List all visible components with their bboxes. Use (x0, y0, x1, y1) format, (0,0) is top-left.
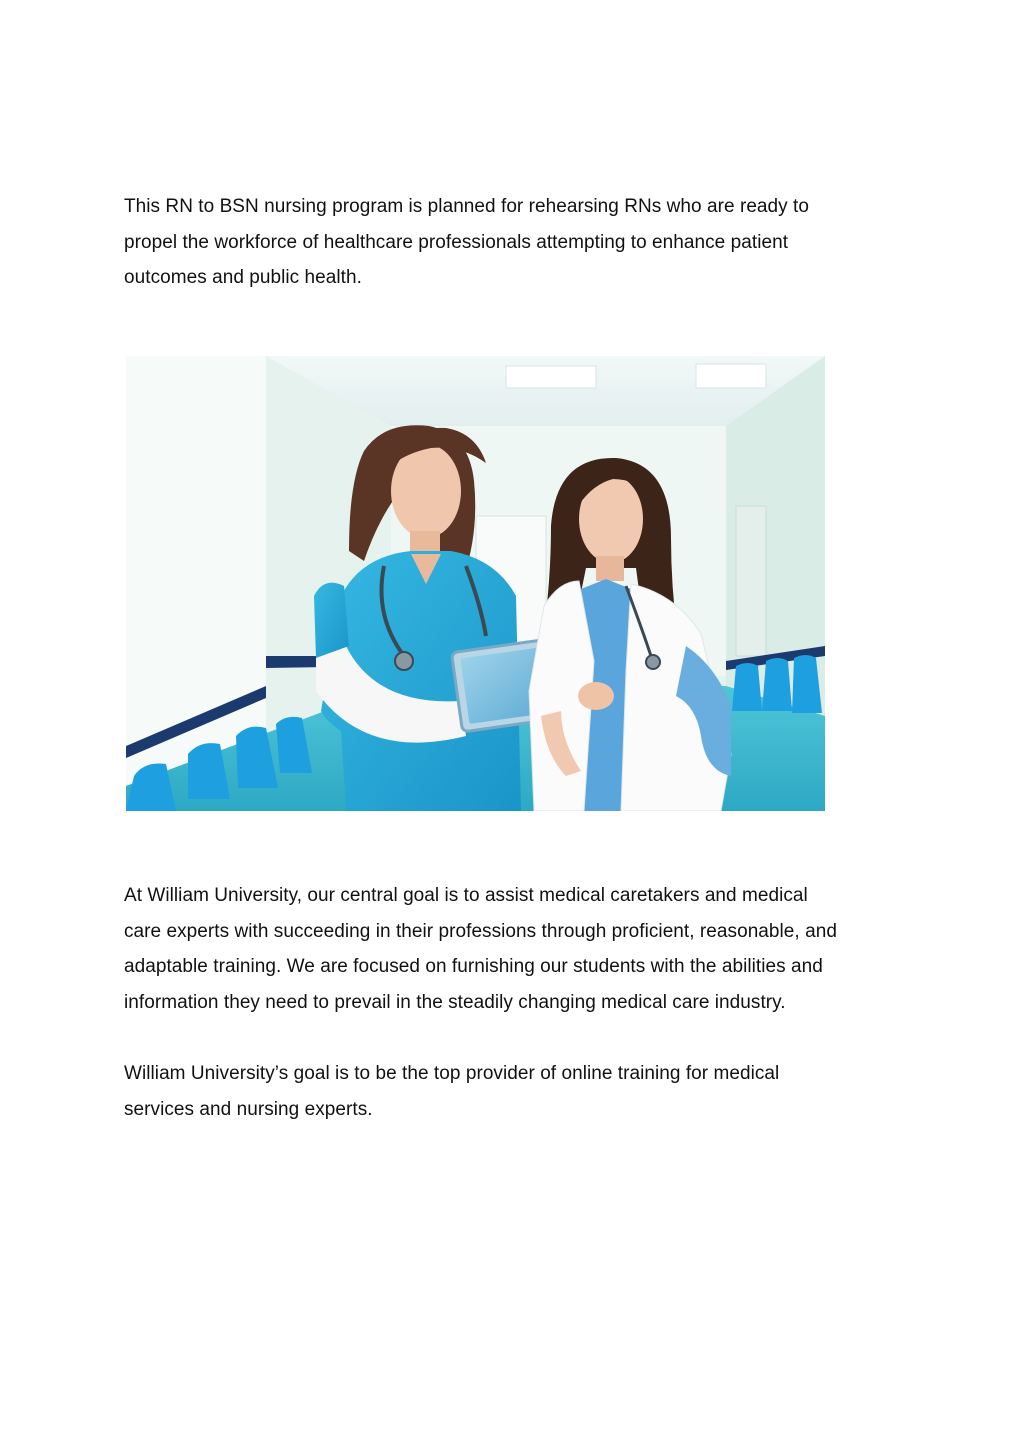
paragraph-line: care experts with succeeding in their professions through proficient, reasonable, and (124, 920, 837, 942)
paragraph-line: information they need to prevail in the steadily changing medical care industry. (124, 991, 786, 1013)
photo-two-nurses-with-tablet-icon (126, 356, 825, 811)
paragraph-line: propel the workforce of healthcare professionals attempting to enhance patient (124, 231, 789, 253)
nurses-photo (126, 356, 825, 811)
mission-paragraph (124, 878, 904, 1020)
paragraph-line: outcomes and public health. (124, 267, 362, 288)
intro-paragraph (124, 189, 904, 296)
goal-paragraph (124, 1056, 904, 1127)
paragraph-line: adaptable training. We are focused on furnishing our students with the abilities and (124, 956, 823, 977)
paragraph-line: services and nursing experts. (124, 1098, 373, 1120)
paragraph-line: At William University, our central goal is to assist medical caretakers and medical (124, 885, 808, 906)
paragraph-line: William University’s goal is to be the top provider of online training for medical (124, 1063, 780, 1084)
paragraph-line: This RN to BSN nursing program is planned for rehearsing RNs who are ready to (124, 196, 809, 217)
